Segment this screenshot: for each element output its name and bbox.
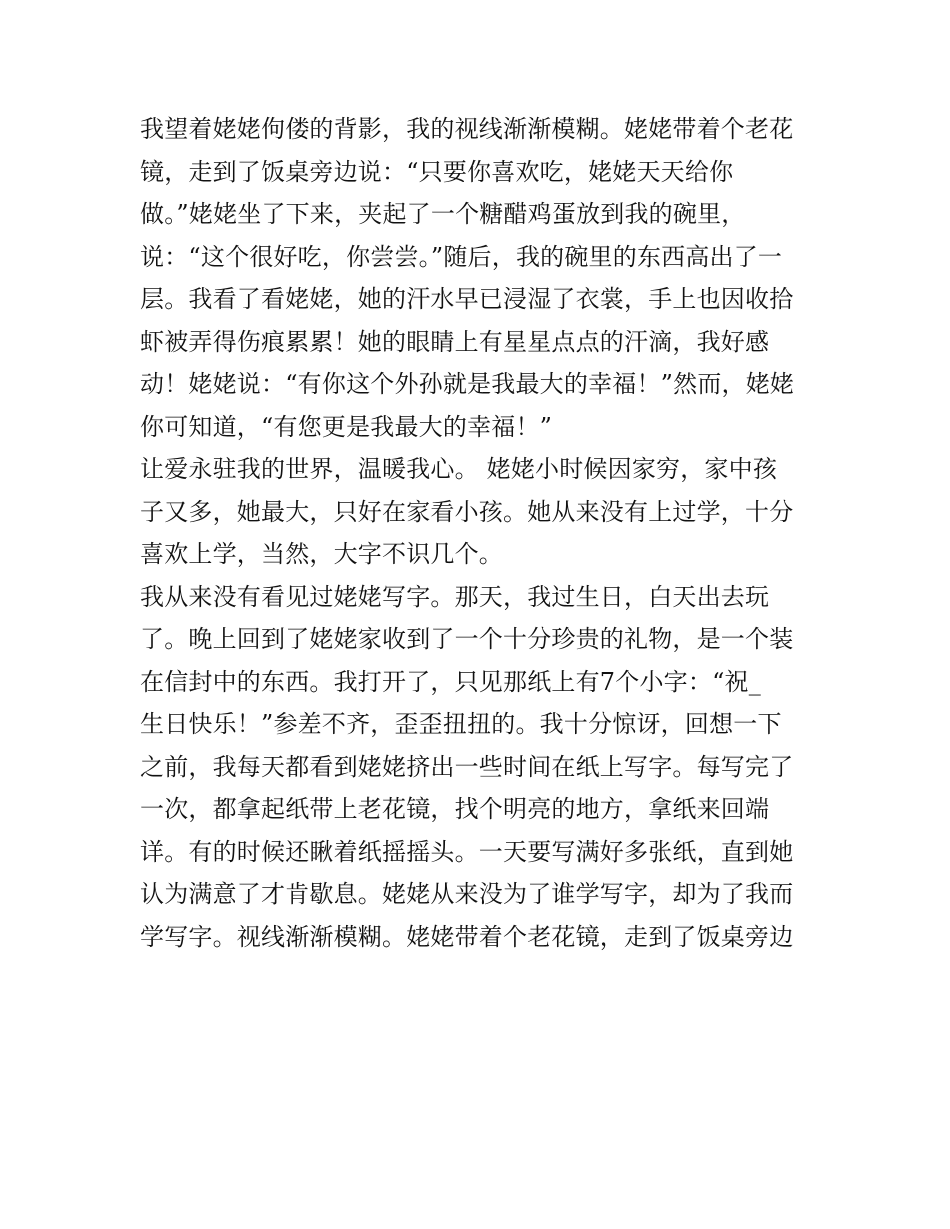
text-line-17: 一次，都拿起纸带上老花镜，找个明亮的地方，拿纸来回端 <box>140 795 770 823</box>
text-line-15: 生日快乐！”参差不齐，歪歪扭扭的。我十分惊讶，回想一下 <box>140 710 782 738</box>
text-line-12: 我从来没有看见过姥姥写字。那天，我过生日，白天出去玩 <box>140 582 770 611</box>
text-line-4: 说：“这个很好吃，你尝尝。”随后，我的碗里的东西高出了一 <box>140 242 783 271</box>
text-line-14: 在信封中的东西。我打开了，只见那纸上有7个小字：“祝_ <box>140 667 761 696</box>
text-line-2: 镜，走到了饭桌旁边说：“只要你喜欢吃，姥姥天天给你 <box>140 157 734 186</box>
text-line-1: 我望着姥姥佝偻的背影，我的视线渐渐模糊。姥姥带着个老花 <box>140 115 794 143</box>
text-line-13: 了。晚上回到了姥姥家收到了一个十分珍贵的礼物，是一个装 <box>140 625 794 653</box>
text-line-3: 做。”姥姥坐了下来，夹起了一个糖醋鸡蛋放到我的碗里， <box>140 200 746 228</box>
text-line-6: 虾被弄得伤痕累累！她的眼睛上有星星点点的汗滴，我好感 <box>140 327 770 356</box>
text-line-19: 认为满意了才肯歇息。姥姥从来没为了谁学写字，却为了我而 <box>140 880 794 908</box>
text-line-10: 子又多，她最大，只好在家看小孩。她从来没有上过学，十分 <box>140 497 794 526</box>
text-line-7: 动！姥姥说：“有你这个外孙就是我最大的幸福！”然而，姥姥 <box>140 370 795 398</box>
text-line-5: 层。我看了看姥姥，她的汗水早已浸湿了衣裳，手上也因收拾 <box>140 285 794 313</box>
body-text <box>140 108 812 958</box>
text-line-9: 让爱永驻我的世界，温暖我心。 姥姥小时候因家穷，家中孩 <box>140 455 778 483</box>
text-line-8: 你可知道，“有您更是我最大的幸福！” <box>140 412 553 441</box>
text-line-11: 喜欢上学，当然，大字不识几个。 <box>140 540 503 568</box>
text-line-16: 之前，我每天都看到姥姥挤出一些时间在纸上写字。每写完了 <box>140 752 794 781</box>
text-line-20: 学写字。视线渐渐模糊。姥姥带着个老花镜，走到了饭桌旁边 <box>140 922 794 951</box>
text-line-18: 详。有的时候还瞅着纸摇摇头。一天要写满好多张纸，直到她 <box>140 837 794 866</box>
